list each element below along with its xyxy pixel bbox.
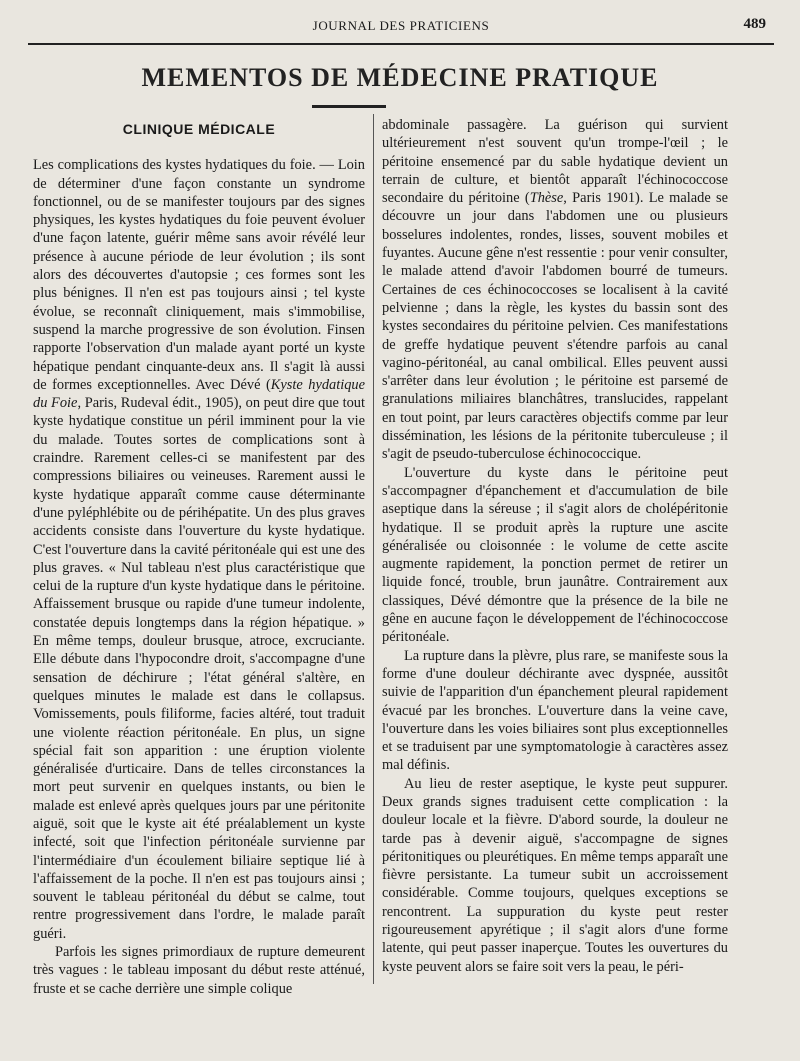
title-rule <box>312 105 386 108</box>
thesis-citation: Thèse <box>529 190 564 207</box>
section-title: MEMENTOS DE MÉDECINE PRATIQUE <box>141 63 659 92</box>
running-head <box>28 14 774 38</box>
paragraph: Parfois les signes primordiaux de rupture demeurent très vagues : le tableau imposant du début reste atténué, fruste et se cache derrière une simple colique <box>33 944 365 997</box>
subsection-title: CLINIQUE MÉDICALE <box>122 121 276 137</box>
paragraph-text: abdominale passagère. La guérison qui survient ultérieurement n'est souvent qu'un trompe-l'œil ; le péritoine ensemencé par du sable hydatique devient un terrain de culture, et bientôt apparaît l'échinococcose secondaire du péritoine ( <box>382 117 728 207</box>
paragraph: L'ouverture du kyste dans le péritoine peut s'accompagner d'épanchement et d'accumulation de bile aseptique dans la séreuse ; il s'agit alors de cholépéritonie hydatique. Il se produit après la rupture une ascite généralisée ou cloisonnée : le volume de cette ascite augmente rapidement, la ponction permet de retirer un liquide foncé, trouble, brun jaunâtre. Contrairement aux classiques, Dévé démontre que la présence de la bile ne gêne en aucune façon le développement de l'échinococcose péritonéale. <box>382 464 728 646</box>
book-citation: Kyste hydatique du Foie <box>33 376 365 412</box>
paragraph-text-continued: , Paris 1901). Le malade se découvre un jour dans l'abdomen une ou plusieurs bosselures indolentes, rondes, lisses, souvent mobiles et fuyantes. Aucune gêne n'est ressentie : pour venir consulter, le malade attend d'avoir l'abdomen bourré de tumeurs. Certaines de ces échinococcoses se localisent à la cavité pelvienne ; dans la règle, les kystes du bassin sont des kystes secondaires du péritoine pelvien. Ces manifestations de greffe hydatique peuvent s'étendre parfois au canal vagino-péritonéal, au canal ombilical. Elles peuvent aussi s'arrêter dans leur évolution ; le péritoine est parsemé de granulations miliaires blanchâtres, translucides, rappelant en tout point, par leurs caractères objectifs comme par leur dissémination, les lésions de la péritonite tuberculeuse ; il s'agit de pseudo-tuberculose échinococcique. <box>382 190 728 463</box>
running-title: JOURNAL DES PRATICIENS <box>312 18 490 33</box>
lead-paragraph <box>33 156 365 943</box>
article-title: Les complications des kystes hydatiques du foie. <box>33 157 316 174</box>
paragraph: Au lieu de rester aseptique, le kyste peut suppurer. Deux grands signes traduisent cette complication : la douleur locale et la fièvre. D'abord sourde, la douleur ne tarde pas à devenir aiguë, s'accompagne de signes péritonitiques ou pleurétiques. En même temps apparaît une fièvre persistante. La tumeur subit un accroissement considérable. Comme toujours, quelques exceptions se rencontrent. La suppuration du kyste peut rester rigoureusement apyrétique ; il s'agit alors d'une forme latente, qui peut passer inaperçue. Toutes les ouvertures du kyste peuvent alors se faire soit vers la peau, le péri- <box>382 775 728 975</box>
left-column <box>33 116 365 998</box>
column-divider <box>373 114 374 984</box>
paragraph: La rupture dans la plèvre, plus rare, se manifeste sous la forme d'une douleur déchirante avec dyspnée, aussitôt suivie de l'apparition d'un épanchement pleural rapidement évacué par les bronches. L'ouverture dans la veine cave, l'ouverture dans les voies biliaires sont plus exceptionnelles et se traduisent par une symptomatologie à caractères assez mal définis. <box>382 647 728 774</box>
lead-text: — Loin de déterminer d'une façon constante un syndrome fonctionnel, ou de se manifester toujours par des signes physiques, les kystes hydatiques du foie peuvent évoluer d'une façon latente, guérir même sans avoir révélé leur présence à aucune période de leur évolution ; ils sont alors des découvertes d'autopsie ; ces formes sont les plus bénignes. Il n'en est pas toujours ainsi ; tel kyste évolue, se reconnaît cliniquement, mais s'immobilise, suspend la marche progressive de son évolution. Finsen rapporte l'observation d'un malade ayant porté un kyste hépatique pendant cinquante-deux ans. Il s'agit là aussi de formes exceptionnelles. Avec Dévé ( <box>33 157 366 393</box>
paragraph-continued <box>382 116 728 464</box>
lead-text-continued: , Paris, Rudeval édit., 1905), on peut dire que tout kyste hydatique constitue un péril imminent pour la vie du malade. Toutes sortes de complications sont à craindre. Rarement celles-ci se manifestent par des compressions biliaires ou veineuses. Rarement aussi le kyste hydatique apparaît comme cause déterminante d'une pyléphlébite ou de périhépatite. Un des plus graves accidents consiste dans l'ouverture du kyste hydatique. C'est l'ouverture dans la cavité péritonéale qui est une des plus graves. « Nul tableau n'est plus caractéristique que celui de la rupture d'un kyste hydatique dans le péritoine. Affaissement brusque ou rapide d'une tumeur indolente, constatée depuis longtemps dans la région hépatique. » En même temps, douleur brusque, atroce, excruciante. Elle débute dans l'hypocondre droit, s'accompagne d'une sensation de déchirure ; l'état général s'altère, en quelques minutes le malade est dans le collapsus. Vomissements, pouls filiforme, facies altéré, tout traduit une violente réaction péritonéale. En plus, un signe spécial fait son apparition : une éruption violente généralisée d'urticaire. Dans de telles circonstances la mort peut survenir en quelques instants, ou bien le malade est enlevé après quelques jours par une péritonite aiguë, soit que le kyste ait été préalablement un kyste infecté, soit que l'infection péritonéale survienne par l'intermédiaire d'un écoulement biliaire septique lié à l'affaissement de la poche. Il n'en est pas toujours ainsi ; souvent le tableau péritonéal du début se calme, tout rentre progressivement dans l'ordre, le malade paraît guéri. <box>33 395 365 942</box>
header-rule <box>28 43 774 45</box>
page-number: 489 <box>743 16 766 32</box>
right-column <box>382 116 728 976</box>
